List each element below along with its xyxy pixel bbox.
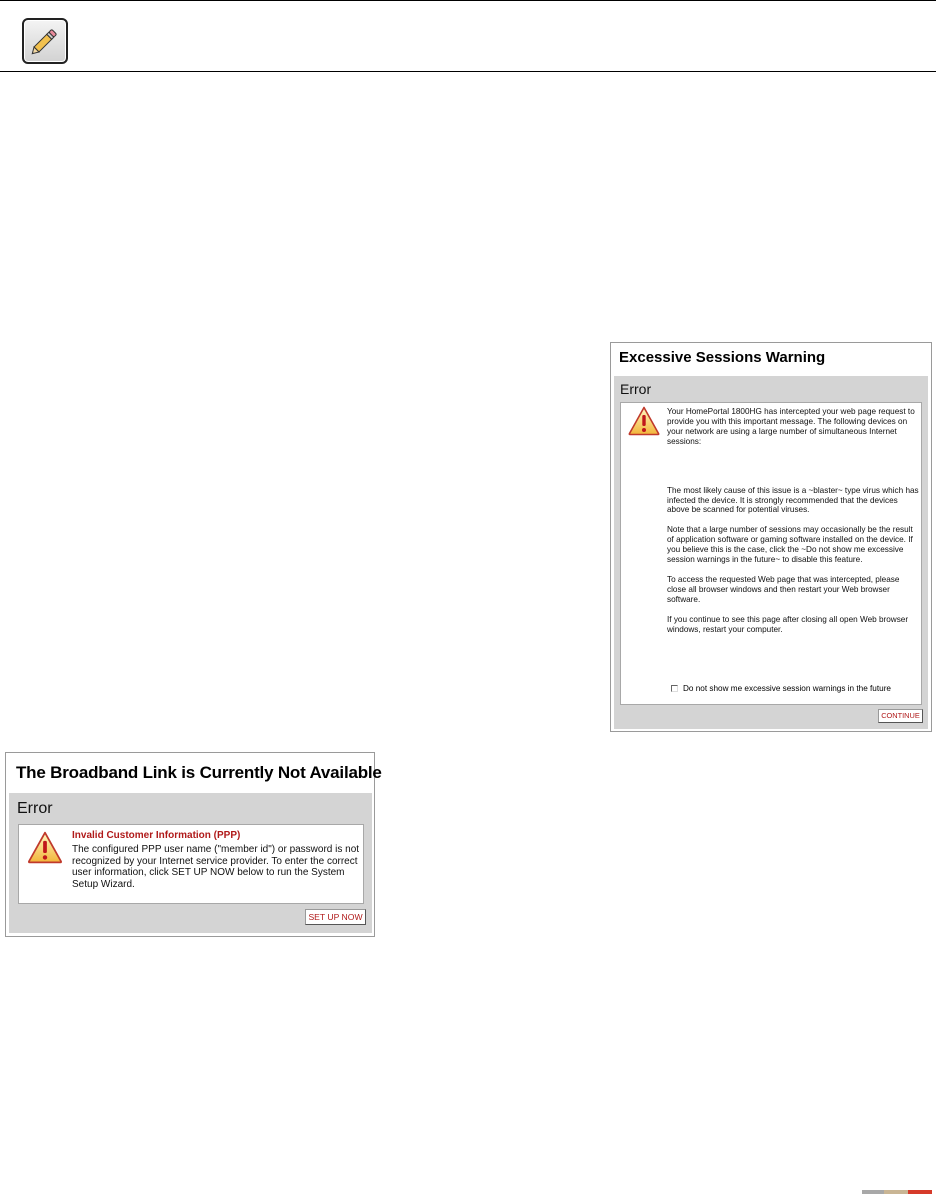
excessive-sessions-dialog [610,342,932,732]
set-up-now-button[interactable]: SET UP NOW [305,909,366,925]
message-box [620,402,922,705]
error-heading: Error [17,800,53,817]
message-text [72,830,362,890]
message-box [18,824,364,904]
paragraph: To access the requested Web page that was intercepted, please close all browser windows and then restart your Web browser software. [667,574,900,604]
footer-accent-gray [862,1190,884,1194]
paragraph: Note that a large number of sessions may occasionally be the result of application software or gaming software installed on the device. If you believe this is the case, click the ~Do not show me excessive session warnings in the future~ to disable this feature. [667,525,913,565]
error-panel [614,376,928,729]
paragraph: If you continue to see this page after closing all open Web browser windows, restart your computer. [667,614,909,634]
dont-show-warnings-option[interactable] [671,684,891,693]
footer-accent-red [908,1190,932,1194]
paragraph: The most likely cause of this issue is a ~blaster~ type virus which has infected the device. It is strongly recommended that the devices above be scanned for potential viruses. [667,485,919,515]
footer-accent-bar [862,1190,932,1194]
error-title: Invalid Customer Information (PPP) [72,830,241,841]
dialog-title: Excessive Sessions Warning [619,349,826,366]
warning-icon [27,831,63,864]
note-banner [0,0,936,72]
warning-icon [628,406,660,436]
broadband-unavailable-dialog [5,752,382,937]
pencil-note-icon [22,18,68,64]
message-text [667,407,919,645]
continue-button[interactable]: CONTINUE [878,709,923,723]
checkbox-label: Do not show me excessive session warnings in the future [683,684,891,693]
paragraph: Your HomePortal 1800HG has intercepted your web page request to provide you with this important message. The following devices on your network are using a large number of simultaneous Internet sessions: [667,407,915,446]
error-message: The configured PPP user name ("member id") or password is not recognized by your Internet service provider. To enter the correct user information, click SET UP NOW below to run the System Setup Wizard. [72,844,360,890]
footer-accent-tan [884,1190,908,1194]
dialog-title: The Broadband Link is Currently Not Available [16,763,382,782]
error-panel [9,793,372,933]
dont-show-warnings-checkbox[interactable] [671,685,678,692]
error-heading: Error [620,381,652,397]
